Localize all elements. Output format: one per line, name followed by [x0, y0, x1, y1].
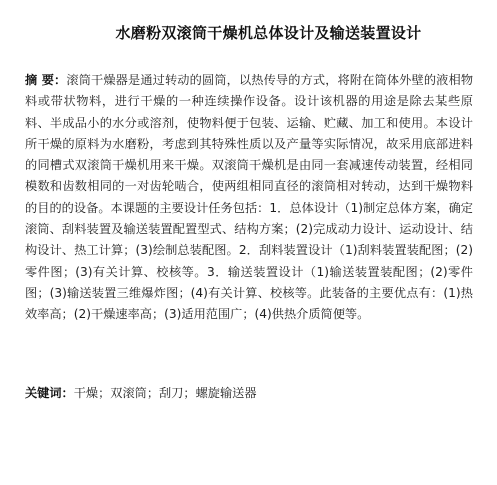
document-title: 水磨粉双滚筒干燥机总体设计及输送装置设计: [115, 24, 422, 42]
keywords-text: 干燥；双滚筒；刮刀；螺旋输送器: [73, 386, 257, 400]
keywords-label: 关键词：: [25, 386, 74, 400]
keywords-line: [25, 383, 473, 404]
abstract-label: 摘 要：: [25, 73, 67, 87]
abstract-text: 滚筒干燥器是通过转动的圆筒，以热传导的方式，将附在筒体外壁的液相物料或带状物料，进行干燥的一种连续操作设备。设计该机器的用途是除去某些原料、半成品小的水分或溶剂，使物料便于包装、运输、贮藏、加工和使用。本设计所干燥的原料为水磨粉，考虑到其特殊性质以及产量等实际情况，故采用底部进料的同槽式双滚筒干燥机用来干燥。双滚筒干燥机是由同一套减速传动装置，经相同模数和齿数相同的一对齿轮啮合，使两组相同直径的滚筒相对转动，达到干燥物料的目的的设备。本课题的主要设计任务包括：1．总体设计（1)制定总体方案，确定滚筒、刮料装置及输送装置配置型式、结构方案；(2)完成动力设计、运动设计、结构设计、热工计算；(3)绘制总装配图。2．刮料装置设计（1)刮料装置装配图；(2)零件图；(3)有关计算、校核等。3．输送装置设计（1)输送装置装配图；(2)零件图；(3)输送装置三维爆炸图；(4)有关计算、校核等。此装备的主要优点有：(1)热效率高；(2)干燥速率高；(3)适用范围广；(4)供热介质简便等。: [25, 73, 474, 322]
abstract-paragraph: [25, 70, 473, 326]
